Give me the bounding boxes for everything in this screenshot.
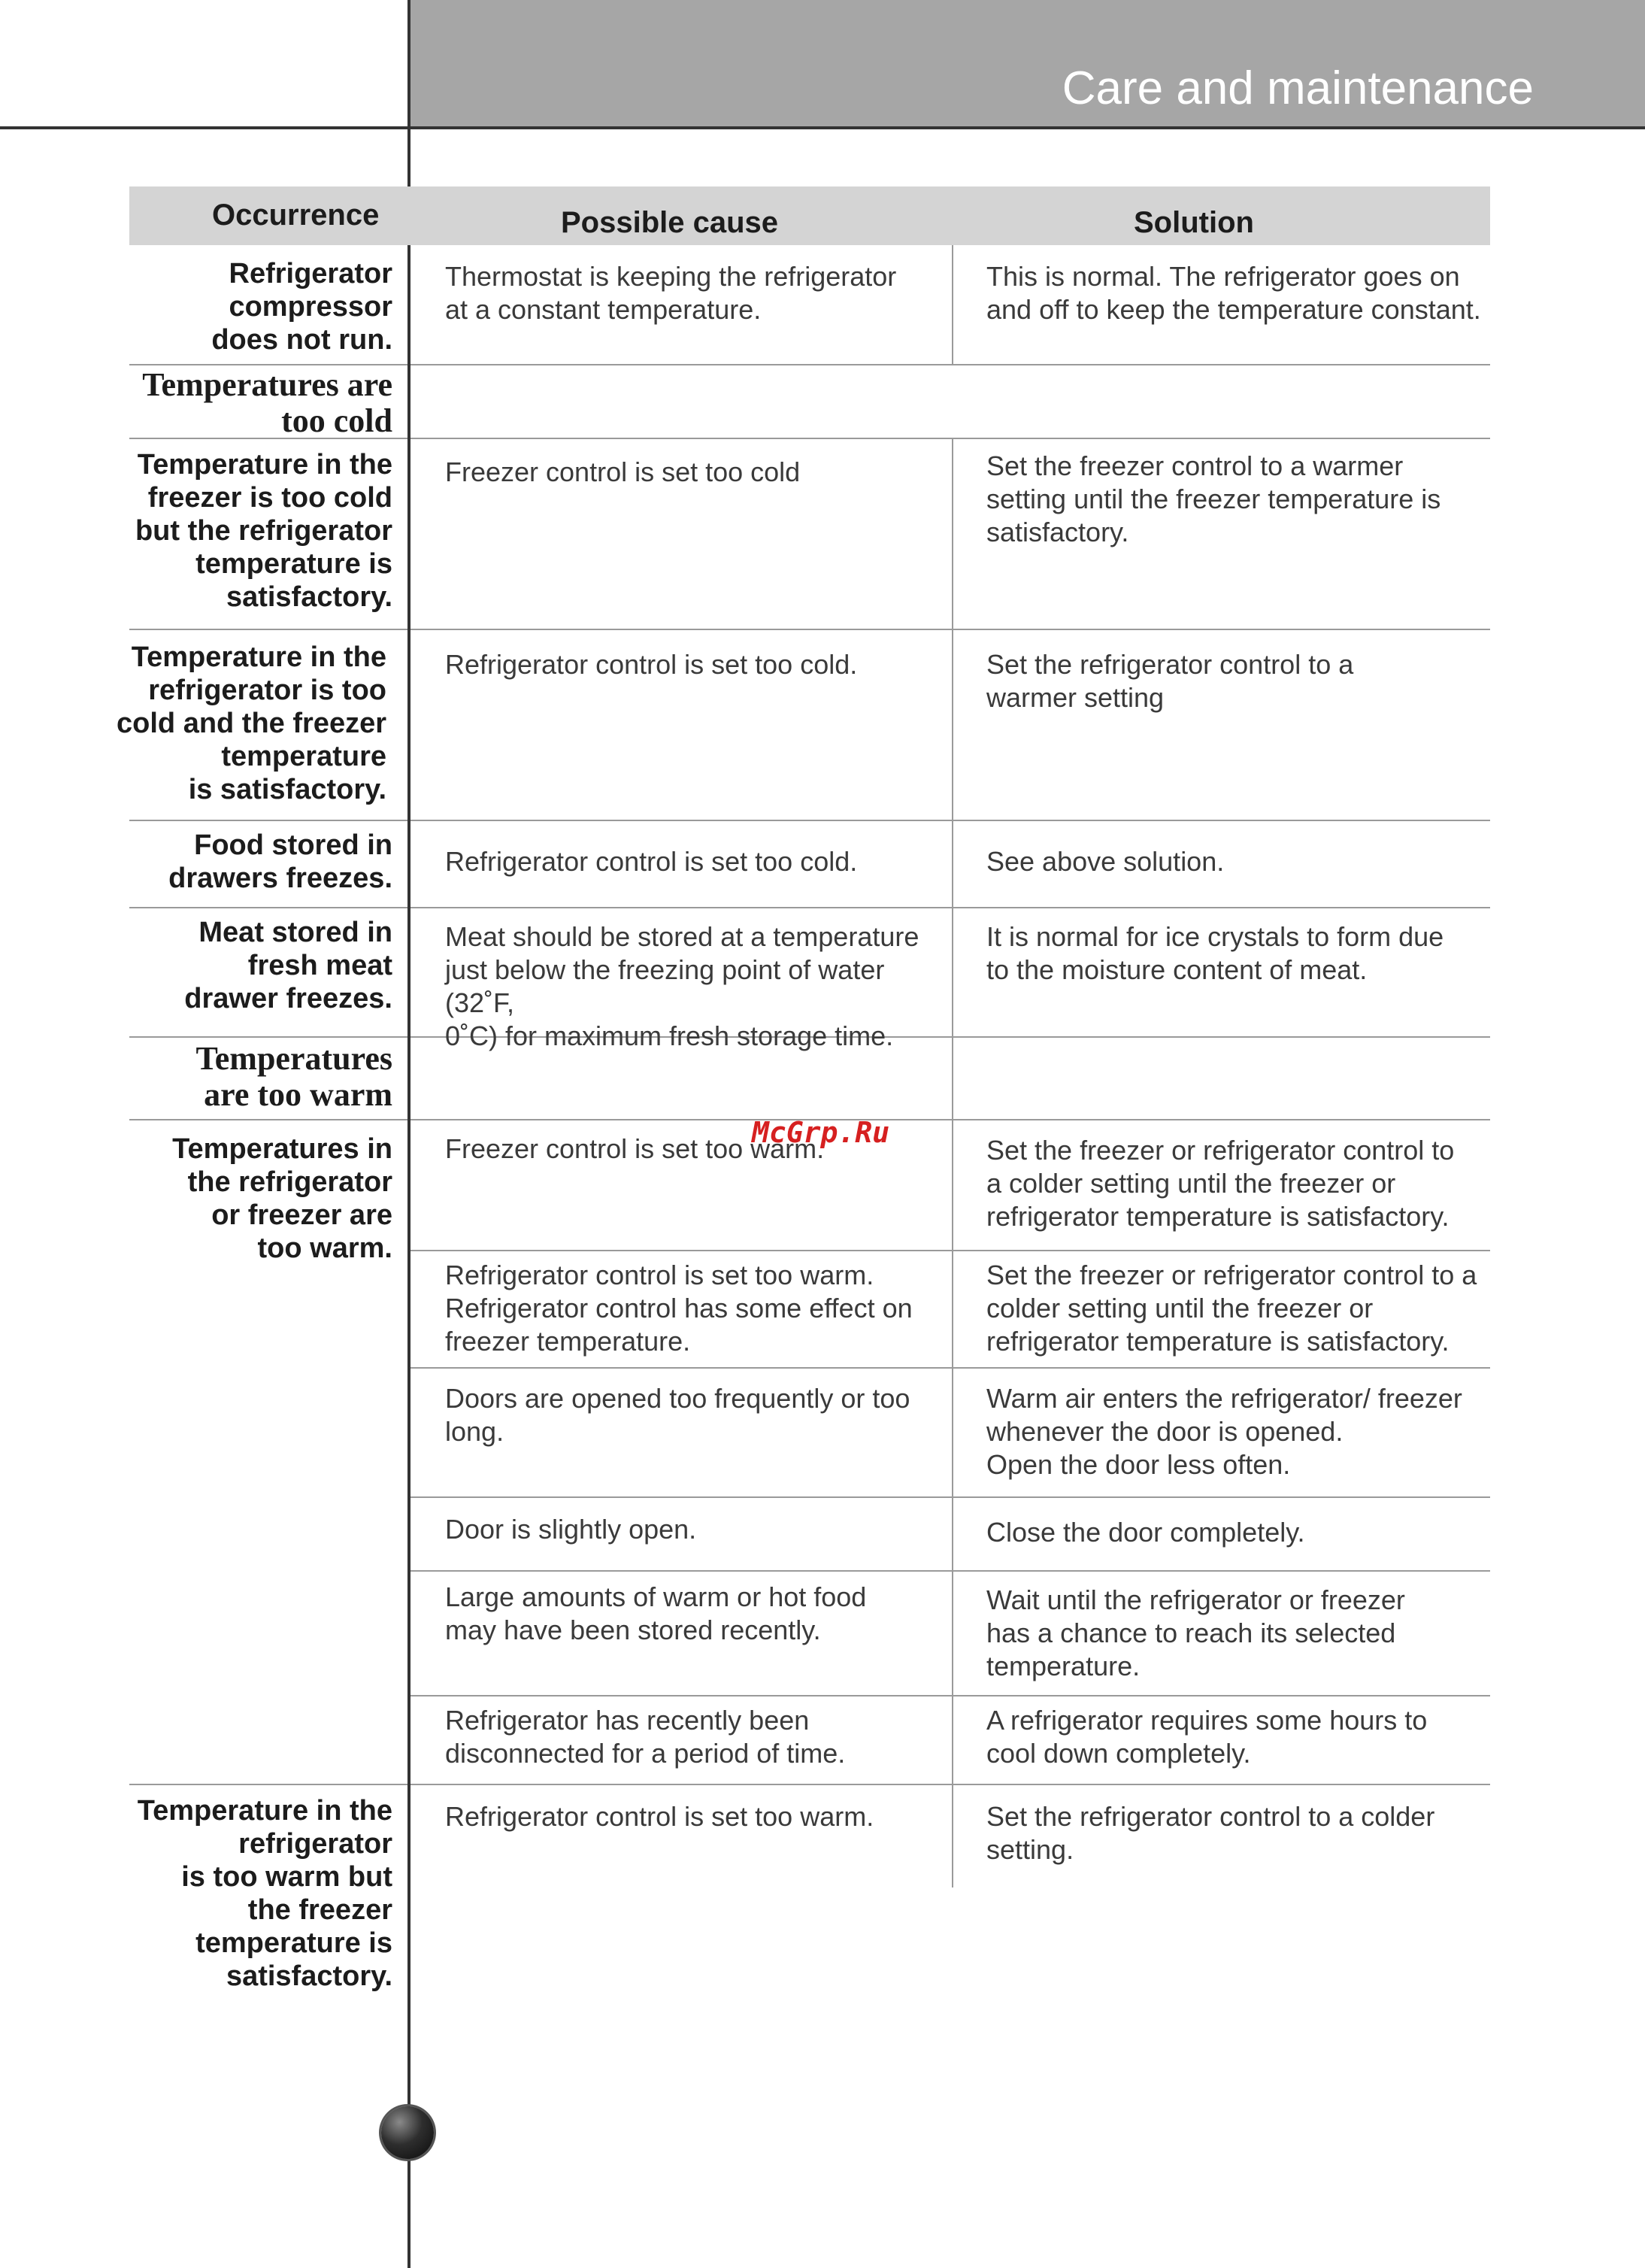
column-header-possible-cause: Possible cause xyxy=(561,206,779,239)
cause-cell: Refrigerator control is set too cold. xyxy=(445,649,858,680)
column-divider xyxy=(952,245,953,364)
solution-cell: Set the freezer control to a warmer setting until the freezer temperature is satisfactory. xyxy=(986,450,1441,547)
section-heading-too-cold: Temperatures are too cold xyxy=(142,366,392,439)
column-header-occurrence: Occurrence xyxy=(212,199,380,232)
page-title: Care and maintenance xyxy=(1062,62,1534,114)
occurrence-too-warm: Temperatures in the refrigerator or freezer are too warm. xyxy=(172,1133,392,1264)
page-spine-rule xyxy=(407,0,410,2268)
solution-cell: It is normal for ice crystals to form due to the moisture content of meat. xyxy=(986,921,1444,985)
row-divider xyxy=(410,907,1490,908)
row-divider xyxy=(129,820,407,821)
page-bullet-icon xyxy=(381,2106,434,2159)
cause-cell: Thermostat is keeping the refrigerator at a constant temperature. xyxy=(445,261,897,325)
header-rule xyxy=(0,126,1645,129)
cause-cell: Refrigerator has recently been disconnected for a period of time. xyxy=(445,1705,846,1769)
row-divider xyxy=(410,820,1490,821)
solution-cell: A refrigerator requires some hours to cool down completely. xyxy=(986,1705,1428,1769)
row-divider xyxy=(129,1036,407,1038)
solution-cell: Set the refrigerator control to a warmer setting xyxy=(986,649,1354,713)
solution-cell: See above solution. xyxy=(986,846,1225,877)
cause-cell: Refrigerator control is set too warm. Refrigerator control has some effect on freezer temperature. xyxy=(445,1260,913,1357)
cause-cell: Freezer control is set too warm. xyxy=(445,1133,825,1164)
row-divider xyxy=(129,907,407,908)
solution-cell: This is normal. The refrigerator goes on and off to keep the temperature constant. xyxy=(986,261,1481,325)
column-divider xyxy=(952,438,953,1119)
cause-cell: Meat should be stored at a temperature just below the freezing point of water (32˚F, 0˚C) for maximum fresh storage time. xyxy=(445,921,919,1051)
row-divider xyxy=(410,629,1490,630)
row-divider xyxy=(410,1784,1490,1785)
row-divider xyxy=(410,1250,1490,1251)
occurrence-compressor-not-running: Refrigerator compressor does not run. xyxy=(211,258,392,356)
solution-cell: Warm air enters the refrigerator/ freezer whenever the door is opened. Open the door less often. xyxy=(986,1383,1462,1480)
row-divider xyxy=(410,438,1490,439)
occurrence-meat-drawer-freezes: Meat stored in fresh meat drawer freezes. xyxy=(184,917,392,1014)
row-divider xyxy=(129,1119,407,1120)
row-divider xyxy=(410,1119,1490,1120)
section-heading-too-warm: Temperatures are too warm xyxy=(195,1040,392,1113)
row-divider xyxy=(129,364,407,365)
occurrence-freezer-too-cold: Temperature in the freezer is too cold but the refrigerator temperature is satisfactory. xyxy=(135,449,392,613)
cause-cell: Large amounts of warm or hot food may have been stored recently. xyxy=(445,1581,867,1645)
cause-cell: Refrigerator control is set too cold. xyxy=(445,846,858,877)
row-divider xyxy=(129,1784,407,1785)
occurrence-refrigerator-too-cold: Temperature in the refrigerator is too cold and the freezer temperature is satisfactory. xyxy=(117,641,386,805)
cause-cell: Refrigerator control is set too warm. xyxy=(445,1801,874,1832)
solution-cell: Set the refrigerator control to a colder setting. xyxy=(986,1801,1435,1865)
row-divider xyxy=(410,1570,1490,1572)
column-divider xyxy=(952,1119,953,1887)
solution-cell: Wait until the refrigerator or freezer has a chance to reach its selected temperature. xyxy=(986,1584,1405,1681)
row-divider xyxy=(129,629,407,630)
column-header-solution: Solution xyxy=(1134,206,1254,239)
solution-cell: Set the freezer or refrigerator control to a colder setting until the freezer or refrigerator temperature is satisfactory. xyxy=(986,1260,1477,1357)
row-divider xyxy=(410,364,1490,365)
cause-cell: Door is slightly open. xyxy=(445,1514,697,1545)
solution-cell: Set the freezer or refrigerator control to a colder setting until the freezer or refrigerator temperature is satisfactory. xyxy=(986,1135,1455,1232)
occurrence-refrigerator-too-warm: Temperature in the refrigerator is too warm but the freezer temperature is satisfactory. xyxy=(137,1795,392,1992)
cause-cell: Freezer control is set too cold xyxy=(445,456,801,487)
row-divider xyxy=(410,1695,1490,1696)
watermark: McGrp.Ru xyxy=(752,1116,890,1149)
row-divider xyxy=(410,1496,1490,1498)
occurrence-food-in-drawers-freezes: Food stored in drawers freezes. xyxy=(168,829,392,894)
solution-cell: Close the door completely. xyxy=(986,1517,1305,1548)
row-divider xyxy=(410,1367,1490,1369)
cause-cell: Doors are opened too frequently or too long. xyxy=(445,1383,910,1447)
